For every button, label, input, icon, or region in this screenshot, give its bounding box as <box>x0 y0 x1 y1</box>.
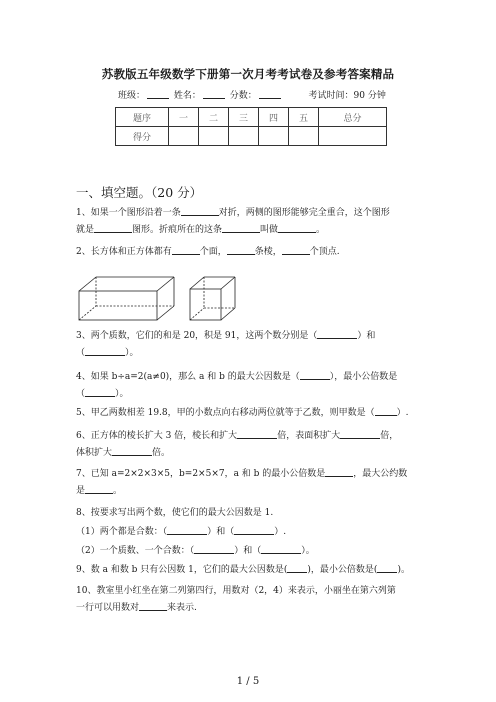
answer-blank[interactable] <box>278 222 316 233</box>
question-text: 叫做 <box>260 225 279 235</box>
question-text: ）和 <box>357 331 376 341</box>
question-7 <box>76 466 432 500</box>
score-blank <box>259 89 281 99</box>
answer-blank[interactable] <box>194 544 234 554</box>
answer-blank[interactable] <box>167 525 207 535</box>
score-table-score-row <box>116 127 387 146</box>
score-cell[interactable] <box>289 127 319 146</box>
name-label: 姓名： <box>173 91 201 101</box>
question-text: 4、如果 b÷a=2(a≠0)，那么 a 和 b 的最大公因数是（ <box>76 372 300 382</box>
score-cell[interactable] <box>169 127 199 146</box>
answer-blank[interactable] <box>377 563 397 573</box>
question-4 <box>76 369 432 403</box>
answer-blank[interactable] <box>300 370 330 380</box>
question-text: 体积扩大 <box>76 448 113 458</box>
answer-blank[interactable] <box>340 428 380 439</box>
answer-blank[interactable] <box>237 428 277 439</box>
answer-blank[interactable] <box>172 244 200 255</box>
score-header-cell: 三 <box>229 108 259 127</box>
question-text: ）. <box>274 527 287 537</box>
question-5 <box>76 405 432 422</box>
exam-title: 苏教版五年级数学下册第一次月考考试卷及参考答案精品 <box>101 67 395 81</box>
question-text: 对折，两侧的图形能够完全重合，这个图形 <box>218 208 390 218</box>
answer-blank[interactable] <box>85 387 115 397</box>
question-text: 2、长方体和正方体都有 <box>76 247 172 257</box>
question-10 <box>76 583 432 617</box>
question-text: ），最小公倍数是 <box>329 372 398 382</box>
answer-blank[interactable] <box>287 563 307 573</box>
answer-blank[interactable] <box>112 445 152 456</box>
score-header-cell: 总分 <box>319 108 387 127</box>
class-label: 班级： <box>118 91 146 101</box>
question-text: 条棱， <box>254 247 282 257</box>
question-text: ）和（ <box>234 546 262 556</box>
score-cell[interactable] <box>259 127 289 146</box>
question-text: 1、如果一个图形沿着一条 <box>76 208 181 218</box>
question-text: 6、正方体的棱长扩大 3 倍，棱长和扩大 <box>76 431 238 441</box>
answer-blank[interactable] <box>282 244 310 255</box>
answer-blank[interactable] <box>85 483 113 494</box>
name-blank <box>203 89 225 99</box>
question-text: )，最小公倍数是( <box>307 565 378 575</box>
student-info-line <box>118 88 386 101</box>
score-header-cell: 四 <box>259 108 289 127</box>
question-text: 8、按要求写出两个数，使它们的最大公因数是 1. <box>76 508 274 518</box>
answer-blank[interactable] <box>227 244 255 255</box>
question-text: 就是 <box>76 225 95 235</box>
score-table <box>115 107 387 146</box>
question-text: 3、两个质数，它们的和是 20，积是 91，这两个数分别是（ <box>76 331 318 341</box>
question-text: ，最大公约数 <box>353 469 408 479</box>
question-text: 9、数 a 和数 b 只有公因数 1，它们的最大公因数是( <box>76 565 288 575</box>
answer-blank[interactable] <box>317 329 357 339</box>
answer-blank[interactable] <box>94 222 132 233</box>
cube-figure <box>189 276 237 321</box>
score-table-header-row <box>116 108 387 127</box>
answer-blank[interactable] <box>222 222 260 233</box>
question-text: ）。 <box>115 389 129 399</box>
question-text: )。 <box>397 565 410 575</box>
score-header-cell: 二 <box>199 108 229 127</box>
question-text: （2）一个质数、一个合数：（ <box>76 546 195 556</box>
question-text: ）。 <box>125 348 139 358</box>
score-label: 分数： <box>229 91 257 101</box>
answer-blank[interactable] <box>234 525 274 535</box>
question-3 <box>76 328 432 362</box>
question-text: 图形。折痕所在的这条 <box>132 225 223 235</box>
question-text: 。 <box>113 486 123 496</box>
score-header-cell: 五 <box>289 108 319 127</box>
question-text: （ <box>76 348 86 358</box>
score-cell[interactable] <box>319 127 387 146</box>
question-text: 来表示. <box>167 603 197 613</box>
question-text: 倍。 <box>152 448 171 458</box>
question-text: 个顶点. <box>309 247 340 257</box>
page-number: 1 / 5 <box>236 676 260 687</box>
question-8-2 <box>76 543 432 560</box>
question-text: 一行可以用数对 <box>76 603 140 613</box>
question-text: 倍，表面积扩大 <box>277 431 341 441</box>
question-8 <box>76 505 432 522</box>
answer-blank[interactable] <box>85 346 125 356</box>
answer-blank[interactable] <box>139 600 167 611</box>
question-text: 7、已知 a=2×2×3×5，b=2×5×7，a 和 b 的最小公倍数是 <box>76 469 326 479</box>
section-heading: 一、填空题。（20 分） <box>76 185 203 200</box>
answer-blank[interactable] <box>325 466 353 477</box>
question-text: ）. <box>396 408 409 418</box>
question-text: 5、甲乙两数相差 19.8，甲的小数点向右移动两位就等于乙数，则甲数是（ <box>76 408 375 418</box>
score-cell[interactable] <box>229 127 259 146</box>
question-9 <box>76 562 432 579</box>
question-text: 。 <box>316 225 326 235</box>
question-text: 10、教室里小红坐在第二列第四行，用数对（2，4）来表示，小丽坐在第六列第 <box>76 586 396 596</box>
question-text: ）。 <box>301 546 315 556</box>
question-text: 倍， <box>380 431 399 441</box>
question-6 <box>76 428 432 462</box>
cuboid-figure <box>78 276 176 321</box>
answer-blank[interactable] <box>181 205 219 216</box>
answer-blank[interactable] <box>261 544 301 554</box>
question-8-1 <box>76 524 432 541</box>
score-header-cell: 题序 <box>116 108 169 127</box>
question-text: （ <box>76 389 86 399</box>
class-blank <box>147 89 169 99</box>
score-header-cell: 一 <box>169 108 199 127</box>
question-text: 是 <box>76 486 86 496</box>
question-2 <box>76 244 432 261</box>
score-row-label: 得分 <box>116 127 169 146</box>
score-cell[interactable] <box>199 127 229 146</box>
time-label: 考试时间：90 分钟 <box>308 91 386 101</box>
answer-blank[interactable] <box>375 406 397 416</box>
question-text: 个面， <box>199 247 227 257</box>
question-1 <box>76 205 432 239</box>
question-text: ）和（ <box>207 527 235 537</box>
question-text: （1）两个都是合数：（ <box>76 527 168 537</box>
